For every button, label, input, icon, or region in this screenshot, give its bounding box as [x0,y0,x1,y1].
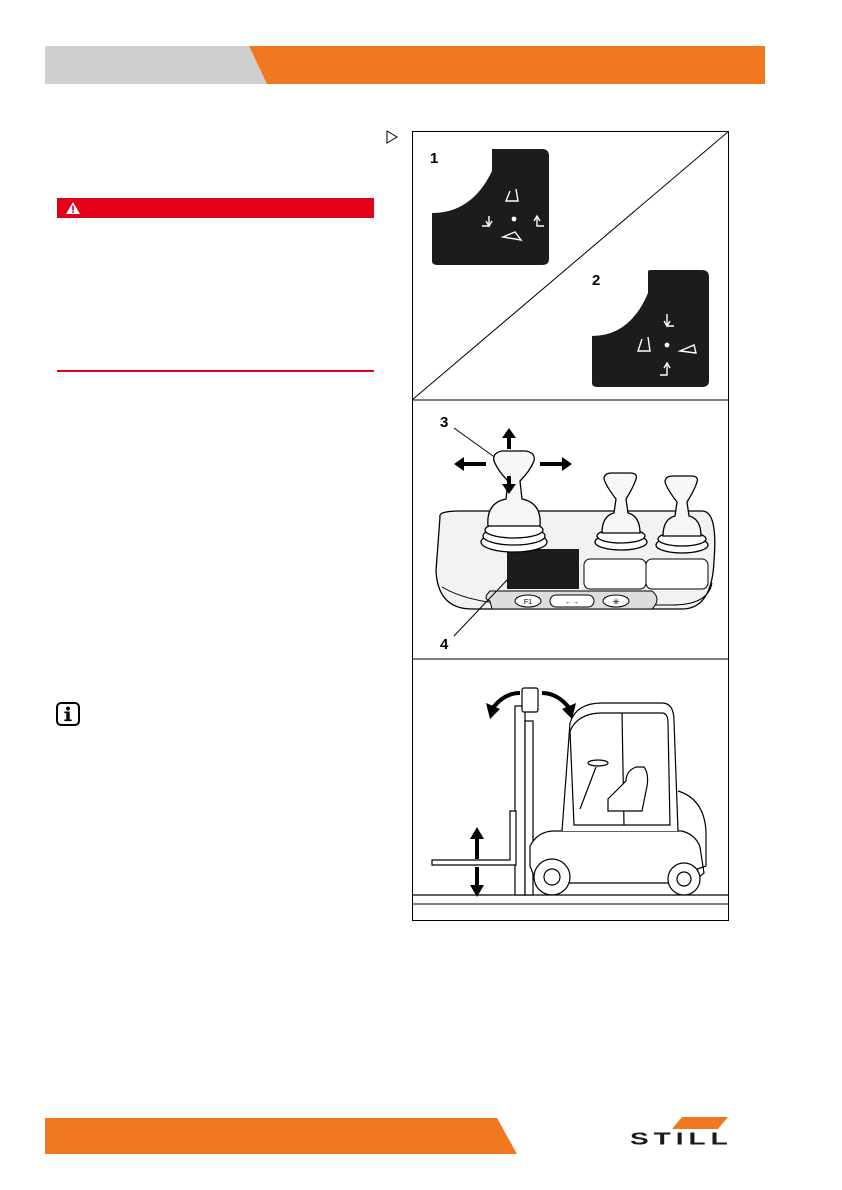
svg-text:✳: ✳ [612,597,620,607]
callout-3-label: 3 [440,414,449,431]
warning-banner [57,198,374,218]
panel-1-label: 1 [430,150,439,167]
continuation-triangle-icon [385,130,399,144]
operating-figure [412,131,729,921]
keypad-star-button [603,595,629,607]
page-header-band [45,46,765,84]
warning-end-rule [57,370,374,372]
keypad-arrows-button [550,595,594,607]
still-logo [630,1117,764,1157]
warning-triangle-icon [65,201,81,215]
svg-text:F1: F1 [523,599,533,606]
callout-4-label: 4 [440,636,449,653]
keypad-f1-button [515,595,541,607]
page-footer-band [45,1118,517,1154]
svg-text:←→: ←→ [565,599,579,606]
info-icon [56,702,80,726]
logo-wordmark: STILL [630,1129,733,1149]
panel-2-label: 2 [592,272,601,289]
